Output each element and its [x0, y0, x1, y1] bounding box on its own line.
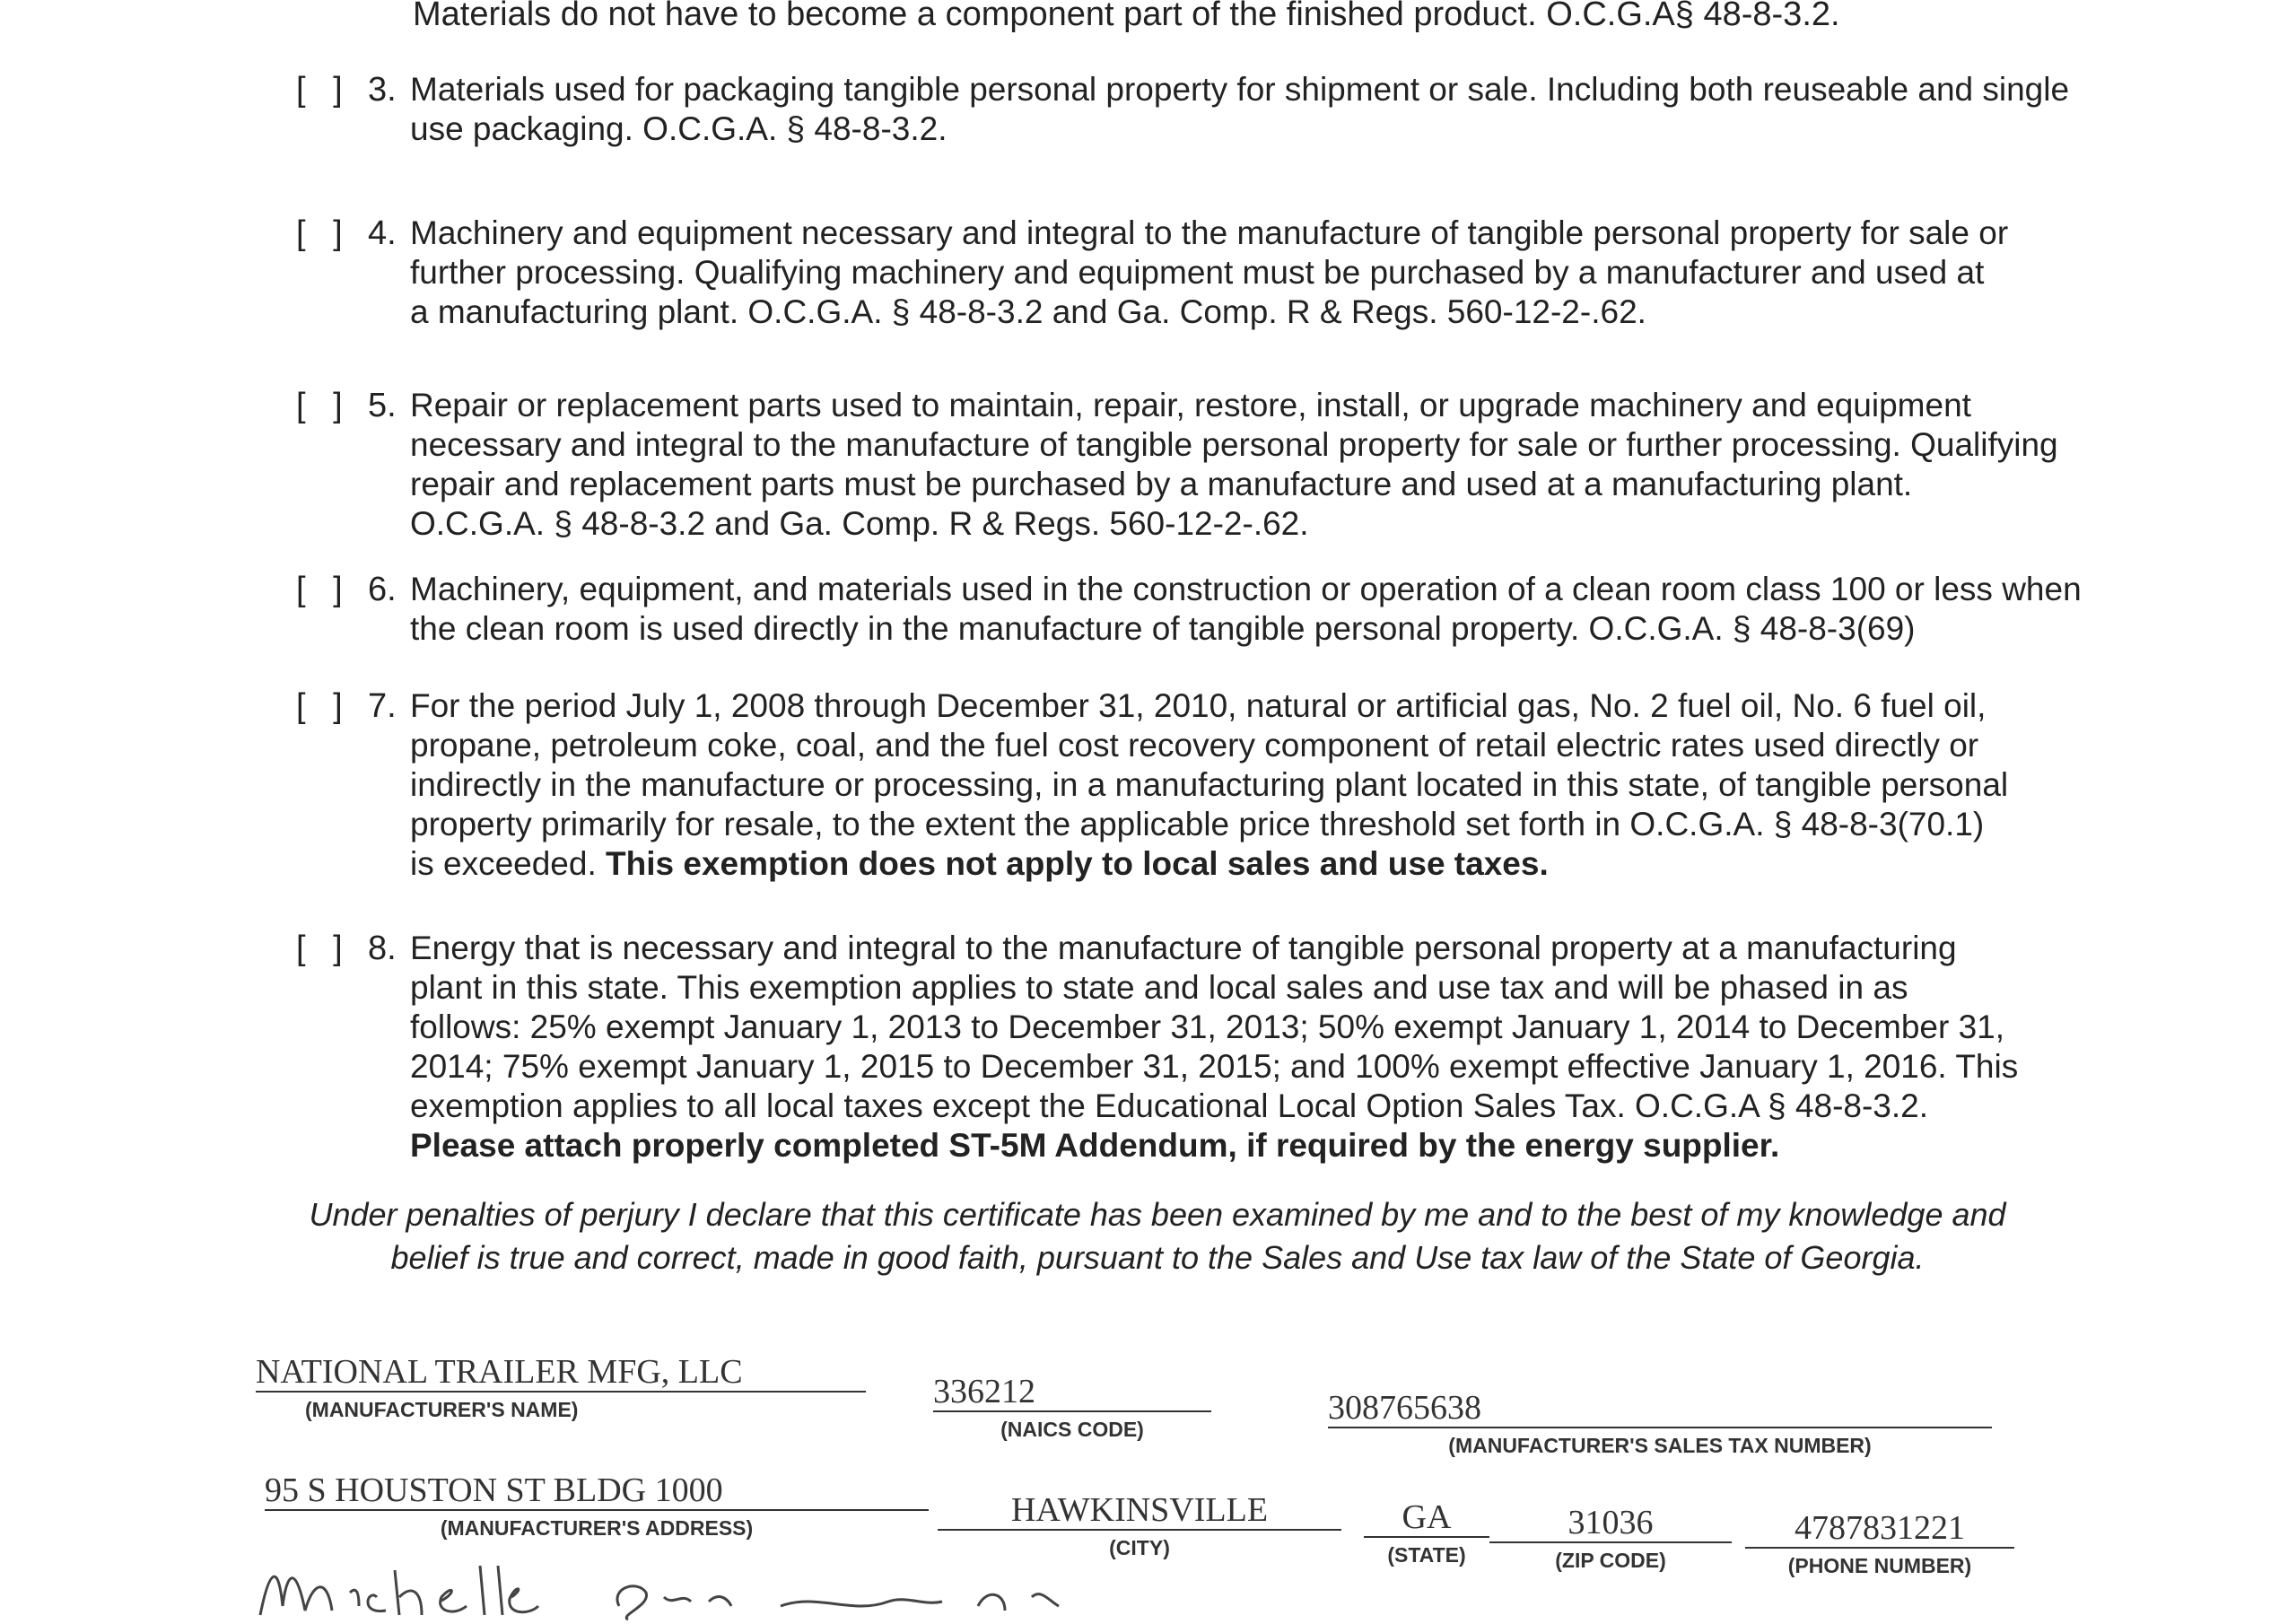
state-field[interactable]	[1364, 1498, 1489, 1567]
item-line: propane, petroleum coke, coal, and the fuel cost recovery component of retail electric rates used directly or	[410, 727, 1979, 764]
item-number: 7.	[368, 687, 397, 725]
sales-tax-number-caption: (MANUFACTURER'S SALES TAX NUMBER)	[1448, 1434, 1872, 1457]
handwritten-signature	[242, 1552, 1319, 1624]
address-caption: (MANUFACTURER'S ADDRESS)	[440, 1516, 754, 1540]
naics-code-field[interactable]	[933, 1373, 1211, 1442]
item-text	[410, 929, 2115, 1166]
item-line: exemption applies to all local taxes except the Educational Local Option Sales Tax. O.C.G.A § 48-8-3.2.	[410, 1087, 1929, 1124]
addendum-note: Please attach properly completed ST-5M Addendum, if required by the energy supplier.	[410, 1127, 1780, 1164]
manufacturer-name-field[interactable]	[256, 1353, 866, 1422]
item-number: 5.	[368, 387, 397, 424]
naics-code-caption: (NAICS CODE)	[1000, 1418, 1144, 1441]
item-line: use packaging. O.C.G.A. § 48-8-3.2.	[410, 110, 948, 147]
item-text	[410, 686, 2115, 884]
exemption-item-6	[296, 570, 2118, 659]
item-line: 2014; 75% exempt January 1, 2015 to December 31, 2015; and 100% exempt effective January 1, 2016. This	[410, 1048, 2019, 1085]
checkbox[interactable]: [ ]	[296, 930, 352, 967]
local-tax-note: This exemption does not apply to local sales and use taxes.	[606, 845, 1549, 882]
item-line: Machinery, equipment, and materials used in the construction or operation of a clean room class 100 or less when	[410, 571, 2082, 607]
item-text	[410, 70, 2115, 149]
checkbox[interactable]: [ ]	[296, 71, 352, 109]
exemption-item-8	[296, 929, 2118, 1171]
naics-code-value: 336212	[933, 1373, 1035, 1410]
state-value: GA	[1402, 1498, 1452, 1536]
item-line: further processing. Qualifying machinery and equipment must be purchased by a manufacturer and used at	[410, 254, 1985, 291]
zip-code-caption: (ZIP CODE)	[1555, 1549, 1666, 1572]
item-line: Machinery and equipment necessary and integral to the manufacture of tangible personal property for sale or	[410, 214, 2009, 251]
exemption-item-3	[296, 70, 2118, 160]
item-line: repair and replacement parts must be purchased by a manufacture and used at a manufacturing plant.	[410, 466, 1913, 502]
state-caption: (STATE)	[1387, 1543, 1466, 1567]
item-text	[410, 214, 2115, 332]
item-line: O.C.G.A. § 48-8-3.2 and Ga. Comp. R & Regs. 560-12-2-.62.	[410, 505, 1309, 542]
exemption-item-5	[296, 386, 2118, 547]
declaration-line: belief is true and correct, made in good faith, pursuant to the Sales and Use tax law of the State of Georgia.	[390, 1239, 1925, 1276]
phone-number-value: 4787831221	[1795, 1509, 1965, 1547]
sales-tax-number-value: 308765638	[1328, 1389, 1481, 1427]
item-line: Repair or replacement parts used to maintain, repair, restore, install, or upgrade machinery and equipment	[410, 387, 1971, 423]
item-number: 8.	[368, 930, 397, 967]
city-value: HAWKINSVILLE	[1010, 1491, 1269, 1529]
item-number: 6.	[368, 571, 397, 608]
checkbox[interactable]: [ ]	[296, 387, 352, 424]
item-line: indirectly in the manufacture or processing, in a manufacturing plant located in this state, of tangible personal	[410, 766, 2009, 803]
manufacturer-address-field[interactable]	[265, 1471, 929, 1541]
city-caption: (CITY)	[1109, 1536, 1170, 1559]
manufacturer-name-value: NATIONAL TRAILER MFG, LLC	[256, 1353, 743, 1391]
perjury-declaration	[278, 1193, 2037, 1279]
item-number: 4.	[368, 214, 397, 252]
zip-code-value: 31036	[1568, 1504, 1654, 1541]
manufacturer-name-caption: (MANUFACTURER'S NAME)	[305, 1398, 579, 1421]
checkbox[interactable]: [ ]	[296, 571, 352, 608]
phone-number-field[interactable]	[1745, 1509, 2014, 1578]
item-line: a manufacturing plant. O.C.G.A. § 48-8-3.2 and Ga. Comp. R & Regs. 560-12-2-.62.	[410, 293, 1646, 330]
item-line: property primarily for resale, to the extent the applicable price threshold set forth in O.C.G.A. § 48-8-3(70.1)	[410, 806, 1985, 843]
item-line-plain: is exceeded.	[410, 845, 597, 882]
item-line: For the period July 1, 2008 through December 31, 2010, natural or artificial gas, No. 2 fuel oil, No. 6 fuel oil,	[410, 687, 1987, 724]
item-line	[410, 844, 2115, 884]
item-line: plant in this state. This exemption applies to state and local sales and use tax and will be phased in as	[410, 969, 1908, 1006]
item-line: the clean room is used directly in the manufacture of tangible personal property. O.C.G.A. § 48-8-3(69)	[410, 610, 1916, 647]
checkbox[interactable]: [ ]	[296, 687, 352, 725]
item-line: follows: 25% exempt January 1, 2013 to December 31, 2013; 50% exempt January 1, 2014 to December 31,	[410, 1008, 2005, 1045]
item-line: necessary and integral to the manufacture of tangible personal property for sale or further processing. Qualifying	[410, 426, 2058, 463]
address-value: 95 S HOUSTON ST BLDG 1000	[265, 1471, 723, 1509]
exemption-item-7	[296, 686, 2118, 893]
declaration-line: Under penalties of perjury I declare that this certificate has been examined by me and to the best of my knowledge and	[309, 1196, 2006, 1233]
item-number: 3.	[368, 71, 397, 109]
item-line: Energy that is necessary and integral to the manufacture of tangible personal property at a manufacturing	[410, 930, 1957, 966]
item-text	[410, 386, 2115, 544]
sales-tax-number-field[interactable]	[1328, 1389, 1992, 1458]
checkbox[interactable]: [ ]	[296, 214, 352, 252]
item-line: Materials used for packaging tangible personal property for shipment or sale. Including both reuseable and single	[410, 71, 2070, 108]
phone-number-caption: (PHONE NUMBER)	[1787, 1554, 1972, 1577]
exemption-item-4	[296, 214, 2118, 339]
city-field[interactable]	[938, 1491, 1341, 1560]
continued-text-line: Materials do not have to become a component part of the finished product. O.C.G.A§ 48-8-3.2.	[413, 0, 1840, 33]
item-text	[410, 570, 2115, 649]
zip-code-field[interactable]	[1489, 1504, 1732, 1573]
